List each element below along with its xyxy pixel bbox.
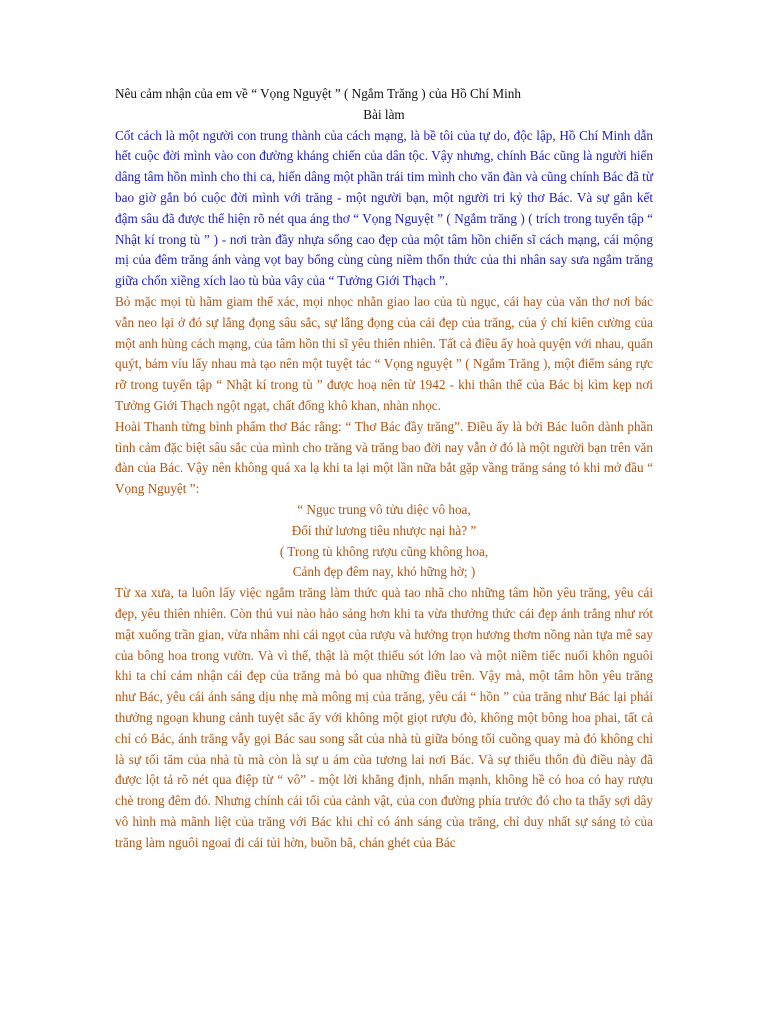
paragraph-third: Hoài Thanh từng bình phẩm thơ Bác rằng: “ Thơ Bác đầy trăng”. Điều ấy là bởi Bác luôn dành phần tình cảm đặc biệt sâu sắc của mình cho trăng và trăng bao đời nay vẫn ở đó là một người bạn trên văn đàn của Bác. Vậy nên không quá xa lạ khi ta lại một lần nữa bắt gặp vầng trăng sáng tỏ khi mở đầu “ Vọng Nguyệt ”:: [115, 418, 653, 497]
poem-line: “ Ngục trung vô tửu diệc vô hoa,: [297, 501, 471, 517]
document-subtitle: Bài làm: [363, 106, 405, 122]
poem-line: Đối thử lương tiêu nhược nại hà? ”: [291, 522, 477, 538]
poem-block: [115, 500, 653, 583]
paragraph-second: Bỏ mặc mọi tù hãm giam thể xác, mọi nhọc nhằn giao lao của tù ngục, cái hay của văn thơ nơi bác vẫn neo lại ở đó sự lắng đọng sâu sắc, sự lắng đọng của cái đẹp của trăng, của ý chí kiên cường của một anh hùng cách mạng, của tâm hồn thi sĩ yêu thiên nhiên. Tất cả điều ấy hoà quyện với nhau, quấn quýt, bám víu lấy nhau mà tạo nên một tuyệt tác “ Vọng nguyệt ” ( Ngắm Trăng ), một điểm sáng rực rỡ trong tuyển tập “ Nhật kí trong tù ” được hoạ nên từ 1942 - khi thân thể của Bác bị kìm kẹp nơi Tưởng Giới Thạch ngột ngạt, chất đống khô khan, nhàn nhọc.: [115, 293, 653, 413]
paragraph-closing: Từ xa xưa, ta luôn lấy việc ngắm trăng làm thức quà tao nhã cho những tâm hồn yêu trăng, yêu cái đẹp, yêu thiên nhiên. Còn thú vui nào hảo sảng hơn khi ta vừa thưởng thức cái đẹp ánh trắng như rót mật xuống trần gian, vừa nhâm nhi cái ngọt của rượu và hưởng trọn hương thơm nồng nàn tựa mê say của bông hoa trong vườn. Và vì thế, thật là một thiếu sót lớn lao và một niềm tiếc nuối khôn nguôi khi ta chỉ cảm nhận cái đẹp của trăng mà bỏ qua những điều trên. Vậy mà, một tâm hồn yêu trăng như Bác, yêu cái ánh sáng dịu nhẹ mà mông mị của trăng, yêu cái “ hồn ” của trăng như Bác lại phải thưởng ngoạn khung cảnh tuyệt sắc ấy với không một giọt rượu đỏ, không một bông hoa phai, tất cả chỉ có Bác, ánh trăng vẫy gọi Bác sau song sắt của nhà tù giữa bóng tối cuồng quay mà đó không chỉ là sự tối tăm của nhà tù mà còn là sự u ám của tương lai nơi Bác. Và sự thiếu thốn đủ điều này đã được lột tả rõ nét qua điệp từ “ vô” - một lời khẳng định, nhấn mạnh, không hề có hoa có hay rượu chè trong đêm đó. Nhưng chính cái tối của cảnh vật, của con đường phía trước đó cho ta thấy sợi dây vô hình mà mãnh liệt của trăng với Bác khi chỉ có ánh sáng của trăng, chỉ duy nhất sự sáng tỏ của trăng làm nguôi ngoai đi cái tủi hờn, buồn bã, chán ghét của Bác: [115, 585, 653, 850]
poem-line: Cảnh đẹp đêm nay, khó hững hờ; ): [292, 564, 476, 580]
poem-line: ( Trong tù không rượu cũng không hoa,: [279, 543, 489, 559]
paragraph-intro: Cốt cách là một người con trung thành của cách mạng, là bề tôi của tự do, độc lập, Hồ Chí Minh dẫn hết cuộc đời mình vào con đường kháng chiến của dân tộc. Vậy nhưng, chính Bác cũng là người hiến dâng tâm hồn mình cho thi ca, hiến dâng một phần trái tim mình cho văn đàn và cũng chính Bác đã từ bao giờ gắn bó cuộc đời mình với trăng - một người bạn, một người tri kỷ thơ Bác. Và sự gắn kết đậm sâu đã được thể hiện rõ nét qua áng thơ “ Vọng Nguyệt ” ( Ngắm trăng ) ( trích trong tuyển tập “ Nhật kí trong tù ” ) - nơi tràn đầy nhựa sống cao đẹp của một tâm hồn chiến sĩ cách mạng, cái mộng mị của đêm trăng ánh vàng vọt bay bổng cùng cùng niềm thổn thức của thi nhân say sưa ngắm trăng giữa chốn xiềng xích lao tù bủa vây của “ Tưởng Giới Thạch ”.: [115, 127, 653, 289]
document-page: [115, 84, 653, 853]
document-title: Nêu cảm nhận của em về “ Vọng Nguyệt ” ( Ngắm Trăng ) của Hồ Chí Minh: [115, 86, 521, 101]
